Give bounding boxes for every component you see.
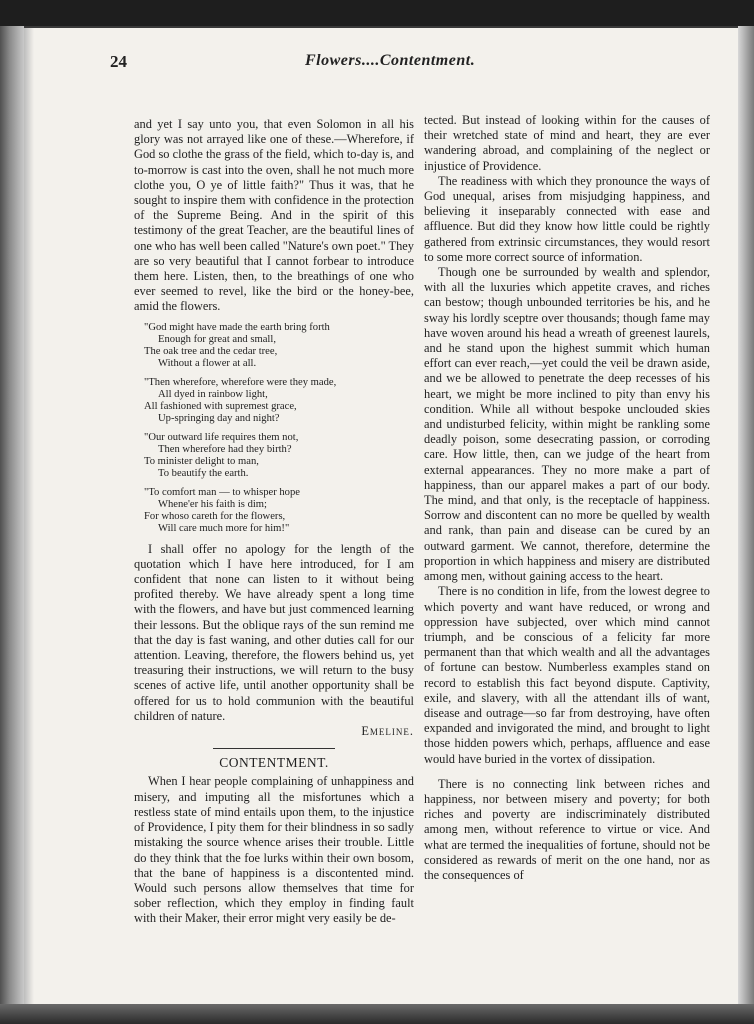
- poem-stanza-4: [144, 487, 414, 535]
- flowers-paragraph-2: I shall offer no apology for the length of the quotation which I have here introduced, for I am confident that none can listen to it without being profited thereby. We have already spent a long time with the flowers, and have but just commenced learning their lessons. But the oblique rays of the sun remind me that the day is fast waning, and other duties call for our attention. Leaving, therefore, the flowers behind us, yet treasuring their instructions, we will return to the busy scenes of active life, until another opportunity shall be offered for us to hold communion with the beautiful children of nature.: [134, 541, 414, 723]
- poem-block: [144, 322, 414, 535]
- poem-line: "Then wherefore, wherefore were they made,: [144, 376, 337, 388]
- left-column: [134, 117, 414, 927]
- poem-line: For whoso careth for the flowers,: [144, 510, 286, 522]
- poem-line: "God might have made the earth bring forth: [144, 321, 330, 333]
- poem-line: The oak tree and the cedar tree,: [144, 345, 278, 357]
- book-spine-edge: [0, 26, 24, 1006]
- contentment-paragraph-4: Though one be surrounded by wealth and splendor, with all the luxuries which appetite craves, and riches can bestow; though unbounded territories be his, and he sway his lordly sceptre over thousands; though fame may have woven around his head a wreath of greenest laurels, and he stand upon the highest summit which human effort can ever reach,—yet could the veil be drawn aside, and we be allowed to penetrate the deep recesses of his heart, we might be more inclined to pity than envy his condition. While all without bespoke unclouded skies and undisturbed felicity, within might be rankling some deadly poison, some desecrating passion, or corroding care. How little, then, can we judge of the heart from external appearances. They no more make a part of happiness, than our apparel makes a part of our body. The mind, and that only, is the receptacle of happiness. Sorrow and discontent can no more be quelled by wealth and rank, than pain and disease can be cured by an outward garment. We cannot, therefore, determine the proportion in which happiness and misery are distributed among men, without gaining access to the heart.: [424, 265, 710, 584]
- poem-line: To minister delight to man,: [144, 455, 259, 467]
- running-head: Flowers....Contentment.: [305, 52, 476, 69]
- poem-stanza-1: [144, 322, 414, 370]
- right-column: [424, 113, 710, 883]
- contentment-paragraph-3: The readiness with which they pronounce the ways of God unequal, arises from misjudging happiness, and believing it inseparably connected with ease and affluence. But did they know how little could be rightly gathered from extrinsic circumstances, they would resort to some more correct source of information.: [424, 173, 710, 264]
- poem-line: Whene'er his faith is dim;: [158, 498, 267, 510]
- poem-stanza-3: [144, 432, 414, 480]
- poem-line: Then wherefore had they birth?: [158, 443, 292, 455]
- poem-line: Up-springing day and night?: [158, 412, 280, 424]
- section-title: CONTENTMENT.: [219, 755, 329, 771]
- poem-line: "Our outward life requires them not,: [144, 431, 299, 443]
- page-gutter-shadow: [24, 28, 34, 1004]
- poem-line: All fashioned with supremest grace,: [144, 400, 297, 412]
- poem-stanza-2: [144, 377, 414, 425]
- poem-line: All dyed in rainbow light,: [158, 388, 268, 400]
- contentment-paragraph-5: There is no condition in life, from the lowest degree to which poverty and want have reduced, or wrong and oppression have subjected, over which mind cannot triumph, and be conscious of a felicity far more permanent than that which wealth and all the advantages of fortune can bestow. Numberless examples stand on record to establish this fact beyond dispute. Captivity, exile, and slavery, with all the attendant ills of want, disease and outrage—so far from destroying, have often expanded and invigorated the mind, and brought to light those hidden powers which, perhaps, affluence and ease would have buried in the vortex of dissipation.: [424, 584, 710, 766]
- paragraph-gap: [424, 767, 710, 777]
- poem-line: To beautify the earth.: [158, 467, 249, 479]
- contentment-paragraph-1: When I hear people complaining of unhappiness and misery, and imputing all the misfortunes which a restless state of mind entails upon them, to the injustice of Providence, I pity them for their blindness in so sadly mistaking the source whence arises their trouble. Little do they think that the foe lurks within their own bosom, that the bane of happiness is a discontented mind. Would such persons allow themselves that time for sober reflection, which they employ in finding fault with their Maker, their error might very easily be de-: [134, 774, 414, 926]
- page-header: [110, 52, 690, 76]
- scan-bottom-border: [0, 1004, 754, 1024]
- page-number: 24: [110, 52, 127, 71]
- author-signature: Emeline.: [361, 724, 414, 739]
- poem-line: Without a flower at all.: [158, 357, 257, 369]
- contentment-paragraph-2: tected. But instead of looking within for the causes of their wretched state of mind and heart, they are ever wandering abroad, and complaining of the neglect or injustice of Providence.: [424, 113, 710, 173]
- flowers-paragraph-1: and yet I say unto you, that even Solomon in all his glory was not arrayed like one of these.—Wherefore, if God so clothe the grass of the field, which to-day is, and to-morrow is cast into the oven, shall he not much more clothe you, O ye of little faith?" Thus it was, that he sought to inspire them with confidence in the protection of the Supreme Being. And in the spirit of this testimony of the great Teacher, are the beautiful lines of one who has well been called "Nature's own poet." They are so very beautiful that I cannot forbear to introduce them here. Listen, then, to the breathings of one who ever seemed to revel, like the bird or the honey-bee, amid the flowers.: [134, 117, 414, 314]
- scan-top-border: [0, 0, 754, 26]
- page-right-edge: [738, 26, 754, 1006]
- poem-line: "To comfort man — to whisper hope: [144, 486, 300, 498]
- poem-line: Will care much more for him!": [158, 522, 290, 534]
- poem-line: Enough for great and small,: [158, 333, 276, 345]
- contentment-paragraph-6: There is no connecting link between riches and happiness, nor between misery and poverty; for both riches and poverty are indiscriminately distributed among men, without reference to virtue or vice. And what are termed the inequalities of fortune, should not be considered as rewards of merit on the one hand, nor as the consequences of: [424, 776, 710, 882]
- section-divider: [213, 748, 335, 749]
